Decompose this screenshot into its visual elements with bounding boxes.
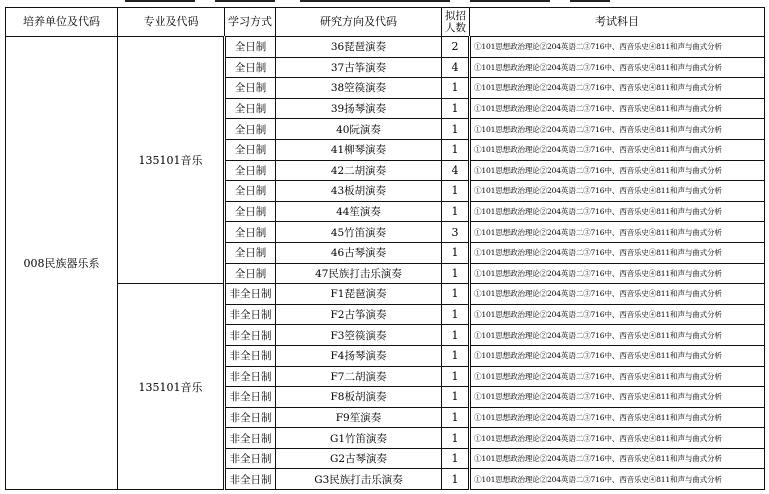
admissions-table bbox=[5, 7, 765, 490]
mode-cell: 全日制 bbox=[225, 139, 276, 160]
mode-cell: 全日制 bbox=[225, 201, 276, 222]
quota-cell: 1 bbox=[442, 284, 470, 305]
direction-cell: 40阮演奏 bbox=[276, 119, 442, 140]
unit-cell: 008民族器乐系 bbox=[6, 37, 118, 490]
exam-cell: ①101思想政治理论②204英语二③716中、西音乐史④811和声与曲式分析 bbox=[470, 263, 765, 284]
direction-cell: F7二胡演奏 bbox=[276, 366, 442, 387]
direction-cell: F2古筝演奏 bbox=[276, 304, 442, 325]
quota-cell: 1 bbox=[442, 345, 470, 366]
exam-cell: ①101思想政治理论②204英语二③716中、西音乐史④811和声与曲式分析 bbox=[470, 57, 765, 78]
header-mode: 学习方式 bbox=[225, 8, 276, 37]
quota-cell: 3 bbox=[442, 222, 470, 243]
quota-cell: 1 bbox=[442, 428, 470, 449]
exam-cell: ①101思想政治理论②204英语二③716中、西音乐史④811和声与曲式分析 bbox=[470, 98, 765, 119]
quota-cell: 1 bbox=[442, 366, 470, 387]
mode-cell: 非全日制 bbox=[225, 407, 276, 428]
header-unit: 培养单位及代码 bbox=[6, 8, 118, 37]
exam-cell: ①101思想政治理论②204英语二③716中、西音乐史④811和声与曲式分析 bbox=[470, 242, 765, 263]
quota-cell: 1 bbox=[442, 119, 470, 140]
quota-cell: 1 bbox=[442, 78, 470, 99]
exam-cell: ①101思想政治理论②204英语二③716中、西音乐史④811和声与曲式分析 bbox=[470, 222, 765, 243]
mode-cell: 非全日制 bbox=[225, 345, 276, 366]
quota-cell: 1 bbox=[442, 263, 470, 284]
direction-cell: 43板胡演奏 bbox=[276, 181, 442, 202]
exam-cell: ①101思想政治理论②204英语二③716中、西音乐史④811和声与曲式分析 bbox=[470, 304, 765, 325]
mode-cell: 非全日制 bbox=[225, 469, 276, 490]
exam-cell: ①101思想政治理论②204英语二③716中、西音乐史④811和声与曲式分析 bbox=[470, 160, 765, 181]
exam-cell: ①101思想政治理论②204英语二③716中、西音乐史④811和声与曲式分析 bbox=[470, 428, 765, 449]
direction-cell: 37古筝演奏 bbox=[276, 57, 442, 78]
mode-cell: 非全日制 bbox=[225, 428, 276, 449]
direction-cell: 45竹笛演奏 bbox=[276, 222, 442, 243]
header-major: 专业及代码 bbox=[118, 8, 225, 37]
exam-cell: ①101思想政治理论②204英语二③716中、西音乐史④811和声与曲式分析 bbox=[470, 469, 765, 490]
exam-cell: ①101思想政治理论②204英语二③716中、西音乐史④811和声与曲式分析 bbox=[470, 119, 765, 140]
mode-cell: 非全日制 bbox=[225, 304, 276, 325]
mode-cell: 全日制 bbox=[225, 263, 276, 284]
exam-cell: ①101思想政治理论②204英语二③716中、西音乐史④811和声与曲式分析 bbox=[470, 181, 765, 202]
mode-cell: 全日制 bbox=[225, 57, 276, 78]
exam-cell: ①101思想政治理论②204英语二③716中、西音乐史④811和声与曲式分析 bbox=[470, 139, 765, 160]
quota-cell: 1 bbox=[442, 181, 470, 202]
mode-cell: 非全日制 bbox=[225, 448, 276, 469]
table-row bbox=[6, 284, 765, 305]
exam-cell: ①101思想政治理论②204英语二③716中、西音乐史④811和声与曲式分析 bbox=[470, 345, 765, 366]
mode-cell: 全日制 bbox=[225, 222, 276, 243]
exam-cell: ①101思想政治理论②204英语二③716中、西音乐史④811和声与曲式分析 bbox=[470, 325, 765, 346]
mode-cell: 全日制 bbox=[225, 78, 276, 99]
quota-cell: 1 bbox=[442, 98, 470, 119]
mode-cell: 全日制 bbox=[225, 160, 276, 181]
direction-cell: G1竹笛演奏 bbox=[276, 428, 442, 449]
mode-cell: 全日制 bbox=[225, 37, 276, 58]
direction-cell: 41柳琴演奏 bbox=[276, 139, 442, 160]
mode-cell: 非全日制 bbox=[225, 284, 276, 305]
quota-cell: 1 bbox=[442, 325, 470, 346]
quota-cell: 1 bbox=[442, 407, 470, 428]
exam-cell: ①101思想政治理论②204英语二③716中、西音乐史④811和声与曲式分析 bbox=[470, 387, 765, 408]
exam-cell: ①101思想政治理论②204英语二③716中、西音乐史④811和声与曲式分析 bbox=[470, 407, 765, 428]
mode-cell: 全日制 bbox=[225, 98, 276, 119]
mode-cell: 非全日制 bbox=[225, 387, 276, 408]
direction-cell: F8板胡演奏 bbox=[276, 387, 442, 408]
direction-cell: G2古琴演奏 bbox=[276, 448, 442, 469]
mode-cell: 全日制 bbox=[225, 242, 276, 263]
quota-cell: 4 bbox=[442, 160, 470, 181]
major-cell: 135101音乐 bbox=[118, 37, 225, 284]
direction-cell: 36琵琶演奏 bbox=[276, 37, 442, 58]
exam-cell: ①101思想政治理论②204英语二③716中、西音乐史④811和声与曲式分析 bbox=[470, 284, 765, 305]
exam-cell: ①101思想政治理论②204英语二③716中、西音乐史④811和声与曲式分析 bbox=[470, 37, 765, 58]
mode-cell: 非全日制 bbox=[225, 325, 276, 346]
quota-cell: 1 bbox=[442, 201, 470, 222]
exam-cell: ①101思想政治理论②204英语二③716中、西音乐史④811和声与曲式分析 bbox=[470, 201, 765, 222]
quota-cell: 4 bbox=[442, 57, 470, 78]
quota-cell: 2 bbox=[442, 37, 470, 58]
quota-cell: 1 bbox=[442, 304, 470, 325]
mode-cell: 全日制 bbox=[225, 181, 276, 202]
exam-cell: ①101思想政治理论②204英语二③716中、西音乐史④811和声与曲式分析 bbox=[470, 366, 765, 387]
major-cell: 135101音乐 bbox=[118, 284, 225, 490]
exam-cell: ①101思想政治理论②204英语二③716中、西音乐史④811和声与曲式分析 bbox=[470, 448, 765, 469]
quota-cell: 1 bbox=[442, 139, 470, 160]
cropped-title-fragment bbox=[0, 0, 769, 6]
direction-cell: F3箜篌演奏 bbox=[276, 325, 442, 346]
mode-cell: 非全日制 bbox=[225, 366, 276, 387]
header-quota: 拟招人数 bbox=[442, 8, 470, 37]
direction-cell: 42二胡演奏 bbox=[276, 160, 442, 181]
direction-cell: 46古琴演奏 bbox=[276, 242, 442, 263]
direction-cell: F1琵琶演奏 bbox=[276, 284, 442, 305]
mode-cell: 全日制 bbox=[225, 119, 276, 140]
direction-cell: 38箜篌演奏 bbox=[276, 78, 442, 99]
direction-cell: 44笙演奏 bbox=[276, 201, 442, 222]
quota-cell: 1 bbox=[442, 242, 470, 263]
direction-cell: 47民族打击乐演奏 bbox=[276, 263, 442, 284]
direction-cell: 39扬琴演奏 bbox=[276, 98, 442, 119]
quota-cell: 1 bbox=[442, 387, 470, 408]
direction-cell: F4扬琴演奏 bbox=[276, 345, 442, 366]
header-direction: 研究方向及代码 bbox=[276, 8, 442, 37]
quota-cell: 1 bbox=[442, 469, 470, 490]
table-row bbox=[6, 37, 765, 58]
direction-cell: F9笙演奏 bbox=[276, 407, 442, 428]
direction-cell: G3民族打击乐演奏 bbox=[276, 469, 442, 490]
header-row bbox=[6, 8, 765, 37]
quota-cell: 1 bbox=[442, 448, 470, 469]
exam-cell: ①101思想政治理论②204英语二③716中、西音乐史④811和声与曲式分析 bbox=[470, 78, 765, 99]
header-exam: 考试科目 bbox=[470, 8, 765, 37]
